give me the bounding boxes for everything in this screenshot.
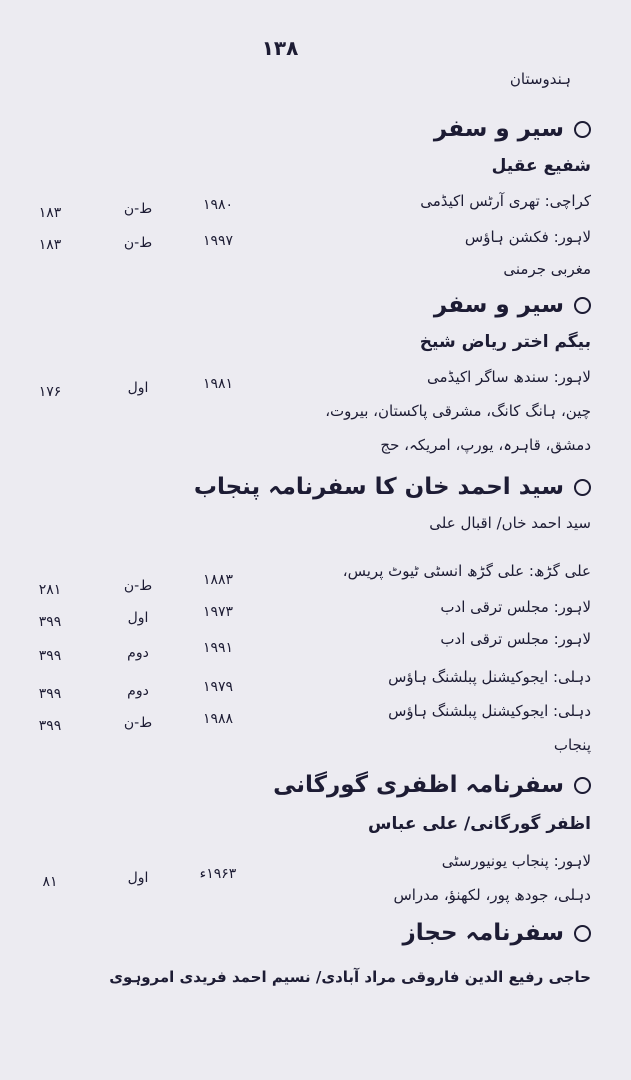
imprint-place: لاہور: مجلس ترقی ادب <box>440 630 591 648</box>
entry-title-2: سیر و سفر <box>434 292 591 318</box>
imprint-pages: ۳۹۹ <box>38 648 62 664</box>
imprint-year: ۱۹۷۹ <box>202 679 234 695</box>
entry-title-4: سفرنامہ اظفری گورگانی <box>273 772 591 798</box>
imprint-pages: ۱۸۳ <box>38 205 62 221</box>
imprint-pages: ۳۹۹ <box>38 686 62 702</box>
imprint-year: ۱۹۹۷ <box>202 233 234 249</box>
circle-bullet-icon <box>574 925 591 942</box>
imprint-year: ۱۹۸۰ <box>202 197 234 213</box>
imprint-pages: ۲۸۱ <box>38 582 62 598</box>
imprint-edition: ط-ن <box>123 715 153 731</box>
imprint-pages: ۱۷۶ <box>38 384 62 400</box>
entry-title-3: سید احمد خان کا سفرنامہ پنجاب <box>194 474 591 500</box>
imprint-note: چین، ہانگ کانگ، مشرقی پاکستان، بیروت، <box>325 402 591 420</box>
entry-author-4: اظفر گورگانی/ علی عباس <box>368 814 591 834</box>
entry-title-1: سیر و سفر <box>434 116 591 142</box>
imprint-year: ۱۹۸۸ <box>202 711 234 727</box>
imprint-place: کراچی: تھری آرٹس اکیڈمی <box>420 192 591 210</box>
imprint-pages: ۸۱ <box>42 874 58 890</box>
imprint-year: ۱۸۸۳ <box>202 572 234 588</box>
entry-author-2: بیگم اختر ریاض شیخ <box>419 332 591 352</box>
entry-title-5: سفرنامہ حجاز <box>402 920 591 946</box>
imprint-edition: اول <box>127 870 149 886</box>
imprint-edition: دوم <box>127 683 149 699</box>
imprint-note: دہلی، جودھ پور، لکھنؤ، مدراس <box>393 886 591 904</box>
entry-author-1: شفیع عقیل <box>491 156 591 176</box>
imprint-year: ۱۹۹۱ <box>202 640 234 656</box>
imprint-pages: ۱۸۳ <box>38 237 62 253</box>
imprint-year: ۱۹۶۳ء <box>199 866 237 882</box>
imprint-place: دہلی: ایجوکیشنل پبلشنگ ہاؤس <box>388 668 591 686</box>
imprint-note: دمشق، قاہرہ، یورپ، امریکہ، حج <box>380 436 591 454</box>
imprint-edition: ط-ن <box>123 578 153 594</box>
imprint-note: مغربی جرمنی <box>503 260 591 278</box>
circle-bullet-icon <box>574 479 591 496</box>
entry-author-5: حاجی رفیع الدین فاروقی مراد آبادی/ نسیم احمد فریدی امروہوی <box>109 968 591 986</box>
circle-bullet-icon <box>574 297 591 314</box>
imprint-place: علی گڑھ: علی گڑھ انسٹی ٹیوٹ پریس، <box>342 562 591 580</box>
imprint-place: لاہور: مجلس ترقی ادب <box>440 598 591 616</box>
imprint-edition: ط-ن <box>123 235 153 251</box>
imprint-edition: ط-ن <box>123 201 153 217</box>
imprint-year: ۱۹۷۳ <box>202 604 234 620</box>
circle-bullet-icon <box>574 121 591 138</box>
entry-author-3: سید احمد خاں/ اقبال علی <box>429 514 591 532</box>
imprint-place: لاہور: فکشن ہاؤس <box>464 228 591 246</box>
imprint-edition: اول <box>127 610 149 626</box>
imprint-pages: ۳۹۹ <box>38 718 62 734</box>
section-header: ہندوستان <box>509 70 571 88</box>
imprint-pages: ۳۹۹ <box>38 614 62 630</box>
imprint-edition: دوم <box>127 645 149 661</box>
imprint-year: ۱۹۸۱ <box>202 376 234 392</box>
imprint-place: دہلی: ایجوکیشنل پبلشنگ ہاؤس <box>388 702 591 720</box>
imprint-place: لاہور: سندھ ساگر اکیڈمی <box>427 368 591 386</box>
page-number: ۱۳۸ <box>261 36 299 60</box>
imprint-note: پنجاب <box>553 736 591 754</box>
circle-bullet-icon <box>574 777 591 794</box>
imprint-edition: اول <box>127 380 149 396</box>
imprint-place: لاہور: پنجاب یونیورسٹی <box>441 852 591 870</box>
